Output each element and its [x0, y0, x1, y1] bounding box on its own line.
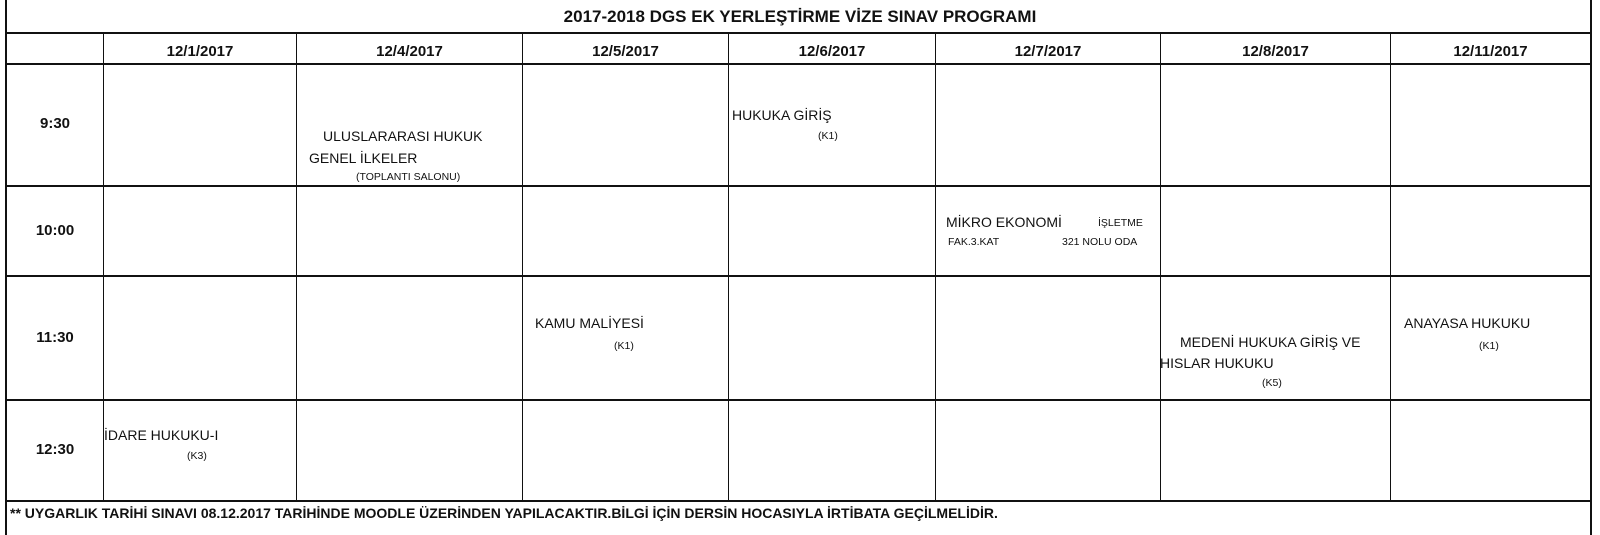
date-header-7: 12/11/2017 — [1453, 43, 1528, 60]
exam-hukuka-giris-room: (K1) — [818, 130, 838, 142]
date-header-1: 12/1/2017 — [166, 43, 234, 60]
date-header-4: 12/6/2017 — [798, 43, 866, 60]
grid-line — [5, 399, 1592, 401]
grid-line — [296, 32, 297, 502]
exam-kamu-title: KAMU MALİYESİ — [535, 315, 644, 331]
time-label-2: 10:00 — [35, 222, 75, 239]
time-label-1: 9:30 — [39, 115, 71, 132]
exam-idare-title: İDARE HUKUKU-I — [104, 427, 219, 443]
date-header-6: 12/8/2017 — [1242, 43, 1309, 60]
exam-anayasa-room: (K1) — [1479, 340, 1499, 352]
grid-line — [5, 32, 1592, 34]
grid-line — [5, 63, 1592, 65]
exam-anayasa-title: ANAYASA HUKUKU — [1404, 315, 1531, 331]
exam-idare-room: (K3) — [187, 450, 207, 462]
grid-line — [5, 275, 1592, 277]
exam-medeni-title-1: MEDENİ HUKUKA GİRİŞ VE — [1180, 334, 1361, 350]
grid-line — [935, 32, 936, 502]
time-label-3: 11:30 — [36, 329, 74, 346]
date-header-5: 12/7/2017 — [1014, 43, 1082, 60]
exam-mikro-title: MİKRO EKONOMİ — [946, 214, 1062, 230]
grid-line — [1160, 32, 1161, 502]
grid-line — [728, 32, 729, 502]
grid-line — [5, 500, 1592, 502]
page-title: 2017-2018 DGS EK YERLEŞTİRME VİZE SINAV PROGRAMI — [563, 7, 1037, 26]
exam-medeni-title-2: HISLAR HUKUKU — [1160, 355, 1274, 371]
date-header-3: 12/5/2017 — [592, 43, 659, 60]
exam-uluslararasi-room: (TOPLANTI SALONU) — [356, 171, 461, 183]
grid-line — [522, 32, 523, 502]
exam-kamu-room: (K1) — [614, 340, 634, 352]
time-label-4: 12:30 — [35, 441, 75, 458]
exam-mikro-room-a: FAK.3.KAT — [948, 236, 1000, 248]
grid-line — [1590, 0, 1592, 535]
grid-line — [5, 185, 1592, 187]
date-header-2: 12/4/2017 — [376, 43, 443, 60]
grid-line — [1390, 32, 1391, 502]
exam-uluslararasi-title-2: GENEL İLKELER — [309, 150, 418, 166]
exam-medeni-room: (K5) — [1262, 377, 1282, 389]
exam-hukuka-giris-title: HUKUKA GİRİŞ — [732, 107, 832, 123]
exam-mikro-room-b: 321 NOLU ODA — [1062, 236, 1138, 248]
exam-uluslararasi-title-1: ULUSLARARASI HUKUK — [323, 128, 483, 144]
exam-mikro-extra: İŞLETME — [1098, 217, 1143, 229]
footer-note: ** UYGARLIK TARİHİ SINAVI 08.12.2017 TARİHİNDE MOODLE ÜZERİNDEN YAPILACAKTIR.BİLGİ İÇİN DERSİN HOCASIYLA İRTİBATA GEÇİLMELİDİR. — [10, 505, 998, 521]
